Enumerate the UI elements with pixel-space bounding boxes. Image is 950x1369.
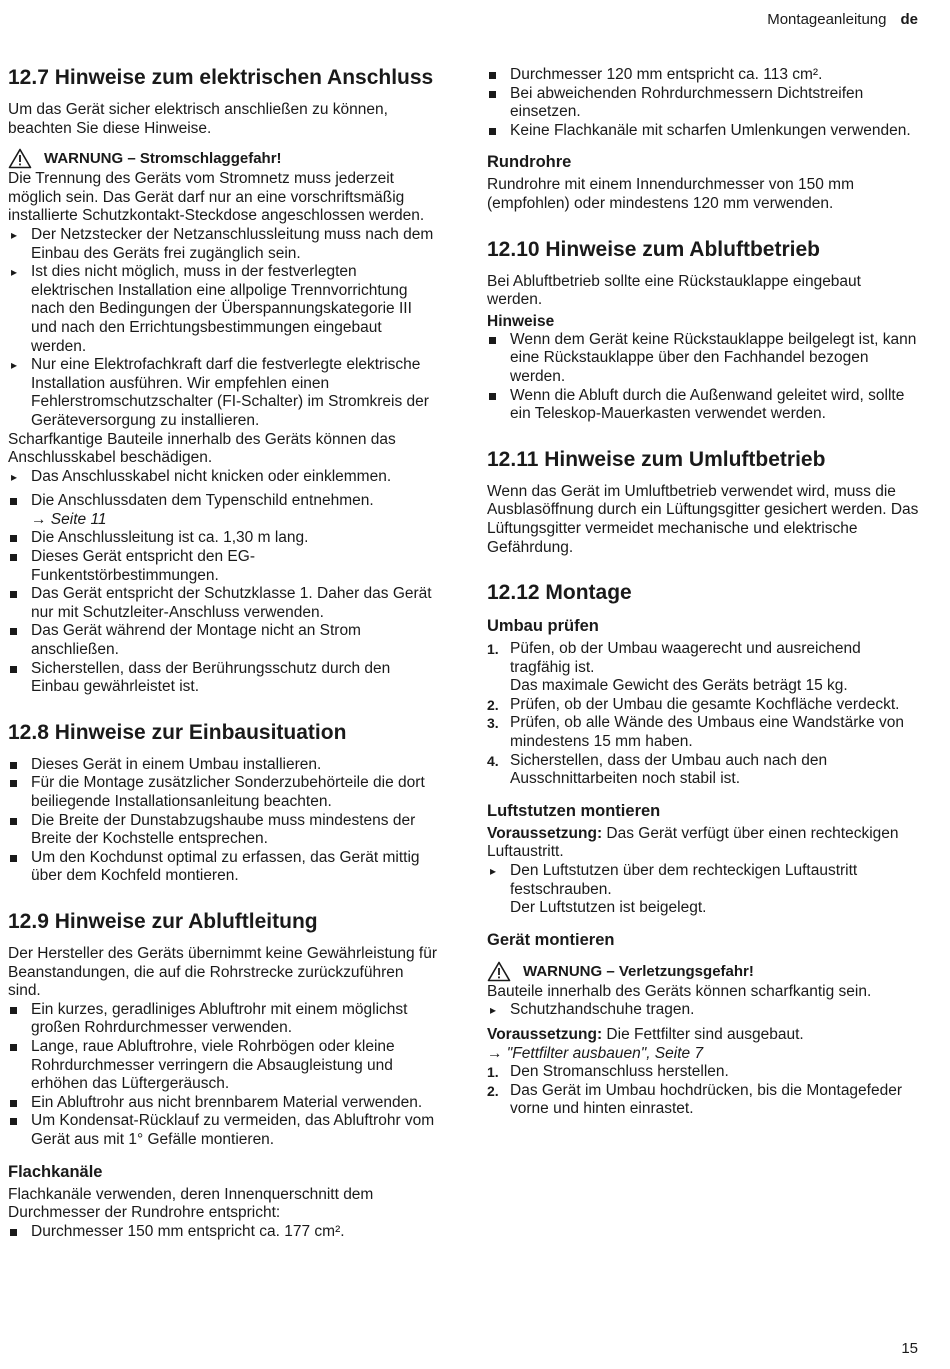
square-bullet-icon — [10, 535, 17, 542]
triangle-right-icon: ▸ — [11, 227, 18, 242]
section-12-12-title: 12.12 Montage — [487, 581, 632, 605]
action-item: ▸ Nur eine Elektrofachkraft darf die festverlegte elektrische Installation ausführen. Wir empfehlen einen Fehlerstromschutzschalter (FI-Schalter) im Stromkreis der Geräteversorgung zu installieren. — [11, 356, 429, 429]
action-item: ▸ Ist dies nicht möglich, muss in der festverlegten elektrischen Installation eine allpolige Trennvorrichtung nach den Bedingungen der Überspannungskategorie III und nach den Errichtungsbestimmungen eingebaut werden. — [11, 263, 412, 355]
connection-bullet-list — [8, 492, 440, 697]
section-12-10-title: 12.10 Hinweise zum Abluftbetrieb — [487, 237, 820, 261]
installation-bullet-list — [8, 756, 440, 886]
square-bullet-icon — [10, 1100, 17, 1107]
square-bullet-icon — [489, 337, 496, 344]
check-enclosure-heading: Umbau prüfen — [487, 617, 599, 636]
step-item: 1. Den Stromanschluss herstellen. — [487, 1063, 729, 1081]
action-item: ▸ Das Anschlusskabel nicht knicken oder einklemmen. — [11, 467, 392, 485]
section-12-11-text: Wenn das Gerät im Umluftbetrieb verwendet wird, muss die Ausblasöffnung durch ein Lüftungsgitter gesichert werden. Das Lüftungsgitter vermeidet mechanische und elektrische Gefährdung. — [487, 482, 919, 556]
mount-steps — [487, 1063, 919, 1119]
square-bullet-icon — [10, 855, 17, 862]
square-bullet-icon — [10, 762, 17, 769]
list-item: Ein kurzes, geradliniges Abluftrohr mit einem möglichst großen Rohrdurchmesser verwenden. — [8, 1001, 440, 1038]
square-bullet-icon — [10, 1118, 17, 1125]
square-bullet-icon — [10, 1007, 17, 1014]
section-12-11-title: 12.11 Hinweise zum Umluftbetrieb — [487, 447, 826, 471]
section-12-7-title: 12.7 Hinweise zum elektrischen Anschluss — [8, 66, 434, 89]
triangle-right-icon: ▸ — [490, 1003, 497, 1018]
warning-text-2: Scharfkantige Bauteile innerhalb des Geräts können das Anschlusskabel beschädigen. — [8, 430, 396, 467]
warning-triangle-icon — [8, 148, 32, 169]
step-item: 1. Püfen, ob der Umbau waagerecht und ausreichend tragfähig ist. Das maximale Gewicht des Geräts beträgt 15 kg. — [487, 640, 861, 695]
square-bullet-icon — [10, 554, 17, 561]
grease-filter-reference-link[interactable]: → "Fettfilter ausbauen", Seite 7 — [487, 1044, 704, 1062]
square-bullet-icon — [10, 1229, 17, 1236]
exhaust-bullet-list — [8, 1001, 440, 1150]
list-item: Durchmesser 150 mm entspricht ca. 177 cm². — [8, 1223, 440, 1242]
list-item: Für die Montage zusätzlicher Sonderzubehörteile die dort beiliegende Installationsanleitung beachten. — [8, 774, 440, 811]
list-item: Durchmesser 120 mm entspricht ca. 113 cm². — [487, 66, 919, 85]
square-bullet-icon — [10, 780, 17, 787]
doc-type-label: Montageanleitung — [767, 11, 887, 28]
warning-action-list — [8, 226, 440, 431]
language-code: de — [900, 11, 918, 28]
left-column — [8, 66, 440, 1241]
exhaust-mode-notes — [487, 331, 919, 424]
list-item: Die Anschlussdaten dem Typenschild entnehmen. → Seite 11 — [8, 492, 440, 529]
list-item: Lange, raue Abluftrohre, viele Rohrbögen oder kleine Rohrdurchmesser verringern die Absaugleistung und erhöhen das Lüftergeräusch. — [8, 1038, 440, 1094]
square-bullet-icon — [489, 91, 496, 98]
gloves-action — [487, 1001, 919, 1020]
air-nozzle-prerequisite: Voraussetzung: Das Gerät verfügt über einen rechteckigen Luftaustritt. — [487, 824, 899, 861]
warning-triangle-icon — [487, 961, 511, 982]
triangle-right-icon: ▸ — [11, 469, 18, 484]
injury-warning-header — [487, 961, 919, 982]
warning-title: WARNUNG – Stromschlaggefahr! — [44, 150, 282, 168]
action-item: ▸ Der Netzstecker der Netzanschlussleitung muss nach dem Einbau des Geräts frei zugänglich sein. — [11, 225, 434, 262]
step-item: 3. Prüfen, ob alle Wände des Umbaus eine Wandstärke von mindestens 15 mm haben. — [487, 714, 905, 751]
list-item: Wenn die Abluft durch die Außenwand geleitet wird, sollte ein Teleskop-Mauerkasten verwendet werden. — [487, 387, 919, 424]
list-item: Um Kondensat-Rücklauf zu vermeiden, das Abluftrohr vom Gerät aus mit 1° Gefälle montieren. — [8, 1112, 440, 1149]
warning-text: Die Trennung des Geräts vom Stromnetz muss jederzeit möglich sein. Das Gerät darf nur an eine vorschriftsmäßig installierte Schutzkontakt-Steckdose angeschlossen werden. — [8, 170, 425, 225]
flat-channels-text: Flachkanäle verwenden, deren Innenquerschnitt dem Durchmesser der Rundrohre entspricht: — [8, 1185, 374, 1222]
section-12-9-title: 12.9 Hinweise zur Abluftleitung — [8, 909, 318, 933]
warning-action-list-2 — [8, 468, 440, 487]
flat-channels-list-continued — [487, 66, 919, 140]
square-bullet-icon — [10, 1044, 17, 1051]
list-item: Dieses Gerät entspricht den EG-Funkentstörbestimmungen. — [8, 548, 440, 585]
list-item: Sicherstellen, dass der Berührungsschutz durch den Einbau gewährleistet ist. — [8, 660, 440, 697]
triangle-right-icon: ▸ — [11, 358, 18, 373]
right-column — [487, 66, 919, 1119]
square-bullet-icon — [10, 628, 17, 635]
list-item: Keine Flachkanäle mit scharfen Umlenkungen verwenden. — [487, 122, 919, 141]
section-12-9-intro: Der Hersteller des Geräts übernimmt keine Gewährleistung für Beanstandungen, die auf die Rohrstrecke zurückzuführen sind. — [8, 944, 438, 1000]
step-item: 2. Das Gerät im Umbau hochdrücken, bis die Montagefeder vorne und hinten einrastet. — [487, 1081, 903, 1118]
mount-prerequisite: Voraussetzung: Die Fettfilter sind ausgebaut. — [487, 1026, 804, 1043]
triangle-right-icon: ▸ — [490, 864, 497, 879]
square-bullet-icon — [10, 498, 17, 505]
electric-warning-header — [8, 148, 440, 169]
mount-appliance-heading: Gerät montieren — [487, 930, 615, 949]
warning-title: WARNUNG – Verletzungsgefahr! — [523, 962, 754, 980]
notes-label: Hinweise — [487, 312, 555, 330]
square-bullet-icon — [489, 393, 496, 400]
section-12-8-title: 12.8 Hinweise zur Einbausituation — [8, 720, 347, 744]
page-header — [767, 11, 918, 28]
section-12-7-intro: Um das Gerät sicher elektrisch anschließen zu können, beachten Sie diese Hinweise. — [8, 101, 388, 137]
step-item: 4. Sicherstellen, dass der Umbau auch nach den Ausschnittarbeiten noch stabil ist. — [487, 751, 828, 788]
flat-channels-list — [8, 1223, 440, 1242]
page-reference-link[interactable]: → Seite 11 — [31, 510, 107, 528]
step-item: 2. Prüfen, ob der Umbau die gesamte Kochfläche verdeckt. — [487, 695, 900, 713]
square-bullet-icon — [489, 128, 496, 135]
air-nozzle-actions — [487, 862, 919, 918]
list-item: Das Gerät entspricht der Schutzklasse 1. Daher das Gerät nur mit Schutzleiter-Anschluss verwenden. — [8, 585, 440, 622]
warning-text: Bauteile innerhalb des Geräts können scharfkantig sein. — [487, 982, 872, 1000]
mount-air-nozzle-heading: Luftstutzen montieren — [487, 801, 661, 820]
list-item: Die Breite der Dunstabzugshaube muss mindestens der Breite der Kochstelle entsprechen. — [8, 812, 440, 849]
list-item: Bei abweichenden Rohrdurchmessern Dichtstreifen einsetzen. — [487, 85, 919, 122]
action-item: ▸ Den Luftstutzen über dem rechteckigen Luftaustritt festschrauben. Der Luftstutzen ist beigelegt. — [490, 862, 858, 917]
list-item: Die Anschlussleitung ist ca. 1,30 m lang. — [8, 529, 440, 548]
list-item: Wenn dem Gerät keine Rückstauklappe beilgelegt ist, kann eine Rückstauklappe über den Fachhandel bezogen werden. — [487, 331, 919, 387]
triangle-right-icon: ▸ — [11, 265, 18, 280]
square-bullet-icon — [10, 666, 17, 673]
list-item: Das Gerät während der Montage nicht an Strom anschließen. — [8, 622, 440, 659]
check-enclosure-steps — [487, 640, 919, 789]
list-item: Um den Kochdunst optimal zu erfassen, das Gerät mittig über dem Kochfeld montieren. — [8, 849, 440, 886]
square-bullet-icon — [489, 72, 496, 79]
round-pipes-text: Rundrohre mit einem Innendurchmesser von 150 mm (empfohlen) oder mindestens 120 mm verwenden. — [487, 176, 855, 212]
section-12-10-intro: Bei Abluftbetrieb sollte eine Rückstauklappe eingebaut werden. — [487, 272, 861, 309]
page-number: 15 — [901, 1340, 918, 1357]
square-bullet-icon — [10, 591, 17, 598]
square-bullet-icon — [10, 818, 17, 825]
list-item: Dieses Gerät in einem Umbau installieren. — [8, 756, 440, 775]
flat-channels-heading: Flachkanäle — [8, 1162, 103, 1181]
round-pipes-heading: Rundrohre — [487, 153, 572, 172]
list-item: Ein Abluftrohr aus nicht brennbarem Material verwenden. — [8, 1094, 440, 1113]
action-item: ▸ Schutzhandschuhe tragen. — [490, 1001, 695, 1019]
